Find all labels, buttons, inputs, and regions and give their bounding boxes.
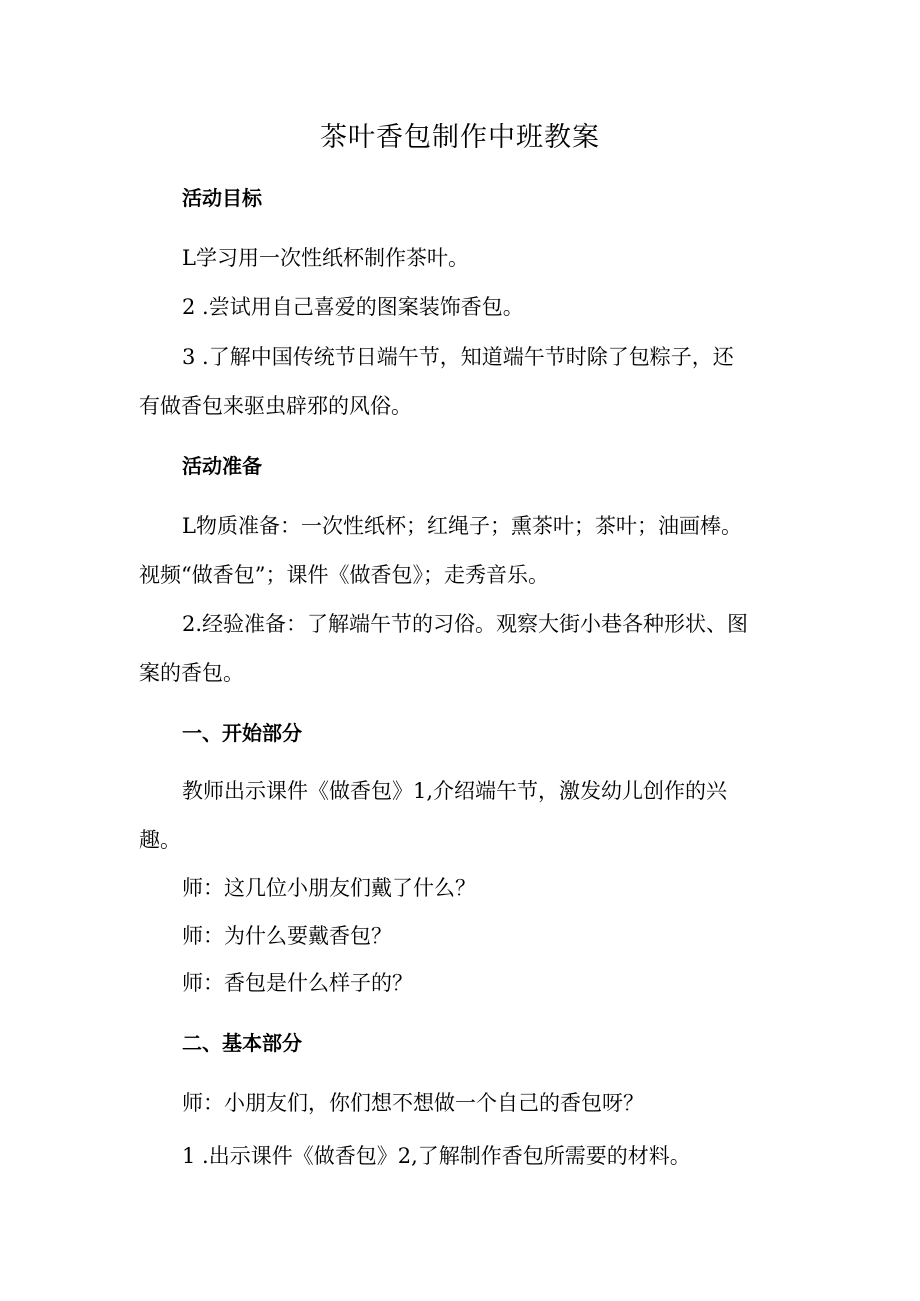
goal-item-1: L学习用一次性纸杯制作茶叶。 bbox=[182, 246, 469, 270]
goal-item-3-line-1: 3 .了解中国传统节日端午节，知道端午节时除了包粽子，还 bbox=[182, 345, 734, 369]
goal-item-2: 2 .尝试用自己喜爱的图案装饰香包。 bbox=[182, 295, 524, 319]
prep-item-2-line-2: 案的香包。 bbox=[139, 661, 244, 685]
goal-item-3-line-2: 有做香包来驱虫辟邪的风俗。 bbox=[139, 394, 412, 418]
part-2-question-1: 师：小朋友们，你们想不想做一个自己的香包呀？ bbox=[182, 1091, 644, 1115]
prep-item-1-line-1: L物质准备：一次性纸杯；红绳子；熏茶叶；茶叶；油画棒。 bbox=[182, 514, 742, 538]
part-1-paragraph-line-1: 教师出示课件《做香包》1,介绍端午节，激发幼儿创作的兴 bbox=[182, 779, 728, 803]
part-1-question-1: 师：这几位小朋友们戴了什么？ bbox=[182, 876, 476, 900]
section-heading-goals: 活动目标 bbox=[182, 186, 262, 210]
section-heading-part-1: 一、开始部分 bbox=[182, 721, 302, 745]
prep-item-1-line-2: 视频“做香包”；课件《做香包》；走秀音乐。 bbox=[139, 563, 549, 587]
prep-item-2-line-1: 2.经验准备：了解端午节的习俗。观察大街小巷各种形状、图 bbox=[182, 612, 749, 636]
part-1-paragraph-line-2: 趣。 bbox=[139, 828, 181, 852]
section-heading-part-2: 二、基本部分 bbox=[182, 1031, 302, 1055]
page-title: 茶叶香包制作中班教案 bbox=[320, 122, 600, 153]
part-2-step-1: 1 .出示课件《做香包》2,了解制作香包所需要的材料。 bbox=[182, 1144, 691, 1168]
section-heading-preparation: 活动准备 bbox=[182, 454, 262, 478]
part-1-question-2: 师：为什么要戴香包？ bbox=[182, 924, 392, 948]
part-1-question-3: 师：香包是什么样子的？ bbox=[182, 971, 413, 995]
